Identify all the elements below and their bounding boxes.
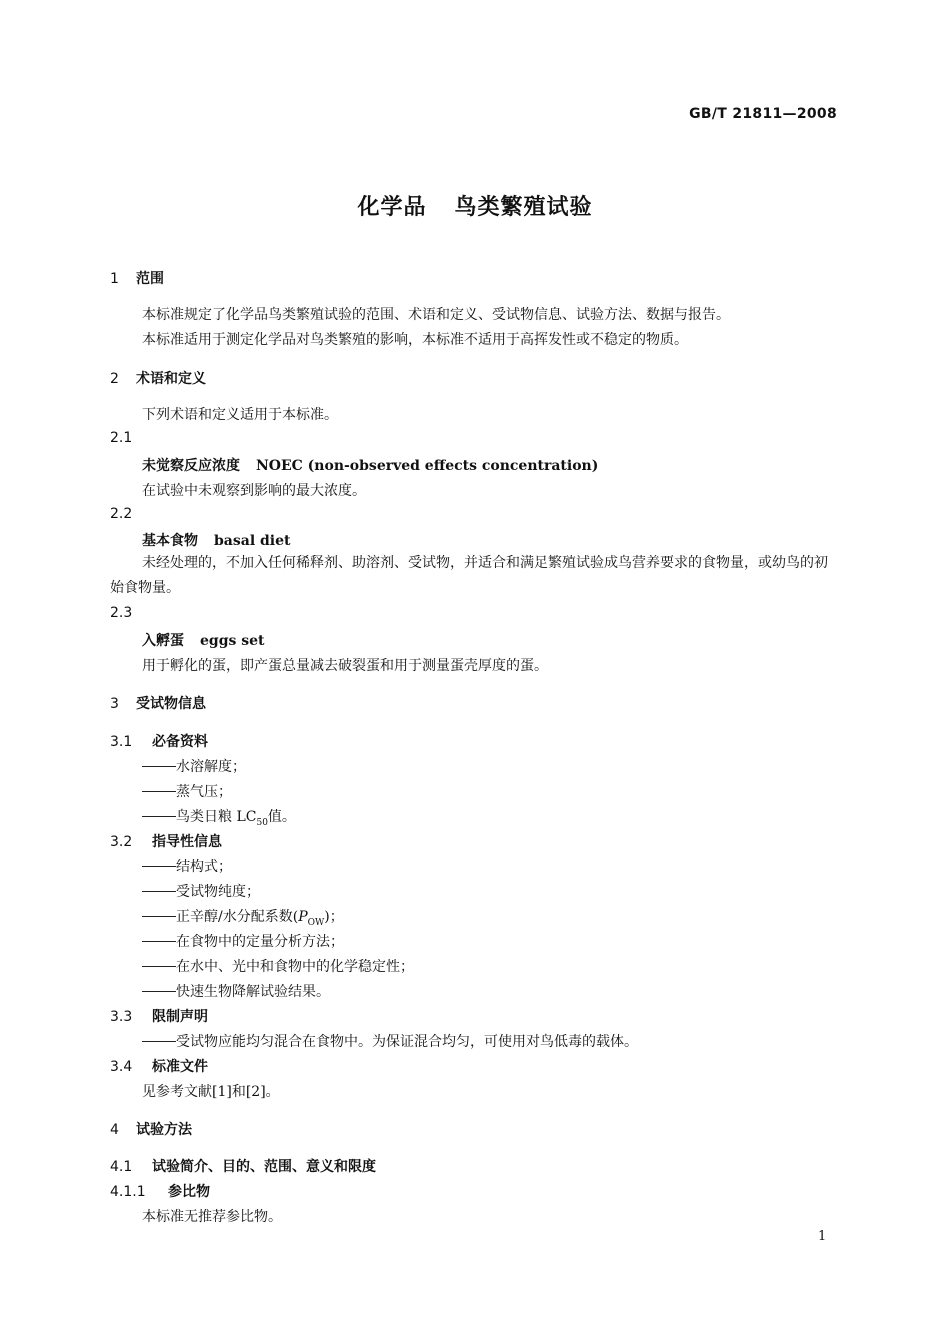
section-number: 4.1.1 <box>110 1184 146 1200</box>
list-item: 受试物纯度； <box>142 881 260 901</box>
list-item: 在水中、光中和食物中的化学稳定性； <box>142 956 414 976</box>
clause-number: 2.1 <box>110 430 133 446</box>
subsection-3-1-heading <box>110 731 208 751</box>
clause-number: 2.2 <box>110 506 133 522</box>
section-number: 2 <box>110 371 119 387</box>
list-item: 受试物应能均匀混合在食物中。为保证混合均匀，可使用对鸟低毒的载体。 <box>142 1031 638 1051</box>
section-title: 试验简介、目的、范围、意义和限度 <box>152 1159 376 1175</box>
list-item: 鸟类日粮 $LC_{50}$值。 <box>142 806 296 828</box>
section-number: 4.1 <box>110 1159 133 1175</box>
standard-code: GB/T 21811—2008 <box>689 106 837 122</box>
subsection-3-4-heading <box>110 1056 208 1076</box>
paragraph: 见参考文献[1]和[2]。 <box>142 1084 280 1100</box>
section-title: 参比物 <box>168 1184 210 1200</box>
section-3-heading <box>110 693 206 713</box>
page-title <box>0 190 950 221</box>
paragraph: 下列术语和定义适用于本标准。 <box>142 407 338 423</box>
section-number: 3.2 <box>110 834 133 850</box>
term-cn: 未觉察反应浓度 <box>142 458 240 474</box>
term-en: basal diet <box>214 533 291 549</box>
title-part2: 鸟类繁殖试验 <box>454 195 593 220</box>
section-title: 必备资料 <box>152 734 208 750</box>
clause-number: 2.3 <box>110 605 133 621</box>
term-cn: 基本食物 <box>142 533 198 549</box>
section-number: 3.3 <box>110 1009 133 1025</box>
term-entry <box>142 530 291 550</box>
section-number: 3 <box>110 696 119 712</box>
section-2-heading <box>110 368 206 388</box>
section-title: 术语和定义 <box>136 371 206 387</box>
subsection-3-3-heading <box>110 1006 208 1026</box>
section-4-heading <box>110 1119 192 1139</box>
list-item: 正辛醇/水分配系数$(P_{OW})$； <box>142 906 344 928</box>
section-title: 受试物信息 <box>136 696 206 712</box>
section-title: 范围 <box>136 271 164 287</box>
term-entry <box>142 455 598 475</box>
subsection-3-2-heading <box>110 831 222 851</box>
list-item: 蒸气压； <box>142 781 232 801</box>
section-number: 3.4 <box>110 1059 133 1075</box>
section-title: 限制声明 <box>152 1009 208 1025</box>
paragraph: 本标准规定了化学品鸟类繁殖试验的范围、术语和定义、受试物信息、试验方法、数据与报告。 <box>142 307 730 323</box>
paragraph: 本标准无推荐参比物。 <box>142 1209 282 1225</box>
list-item: 快速生物降解试验结果。 <box>142 981 330 1001</box>
section-1-heading <box>110 268 164 288</box>
term-entry <box>142 630 265 650</box>
term-en: NOEC (non-observed effects concentration) <box>256 458 599 474</box>
title-part1: 化学品 <box>357 195 427 220</box>
subsection-4-1-1-heading <box>110 1181 210 1201</box>
section-number: 1 <box>110 271 119 287</box>
page-number: 1 <box>818 1229 827 1244</box>
paragraph: 本标准适用于测定化学品对鸟类繁殖的影响，本标准不适用于高挥发性或不稳定的物质。 <box>142 332 688 348</box>
list-item: 水溶解度； <box>142 756 246 776</box>
section-number: 4 <box>110 1122 119 1138</box>
term-definition: 用于孵化的蛋，即产蛋总量减去破裂蛋和用于测量蛋壳厚度的蛋。 <box>142 658 548 674</box>
list-item: 在食物中的定量分析方法； <box>142 931 344 951</box>
subsection-4-1-heading <box>110 1156 376 1176</box>
section-title: 标准文件 <box>152 1059 208 1075</box>
section-title: 试验方法 <box>136 1122 192 1138</box>
term-en: eggs set <box>200 633 265 649</box>
list-item: 结构式； <box>142 856 232 876</box>
term-cn: 入孵蛋 <box>142 633 184 649</box>
section-number: 3.1 <box>110 734 133 750</box>
term-definition: 在试验中未观察到影响的最大浓度。 <box>142 483 366 499</box>
term-definition: 未经处理的，不加入任何稀释剂、助溶剂、受试物，并适合和满足繁殖试验成鸟营养要求的食物量，或幼鸟的初始食物量。 <box>110 555 828 596</box>
section-title: 指导性信息 <box>152 834 222 850</box>
